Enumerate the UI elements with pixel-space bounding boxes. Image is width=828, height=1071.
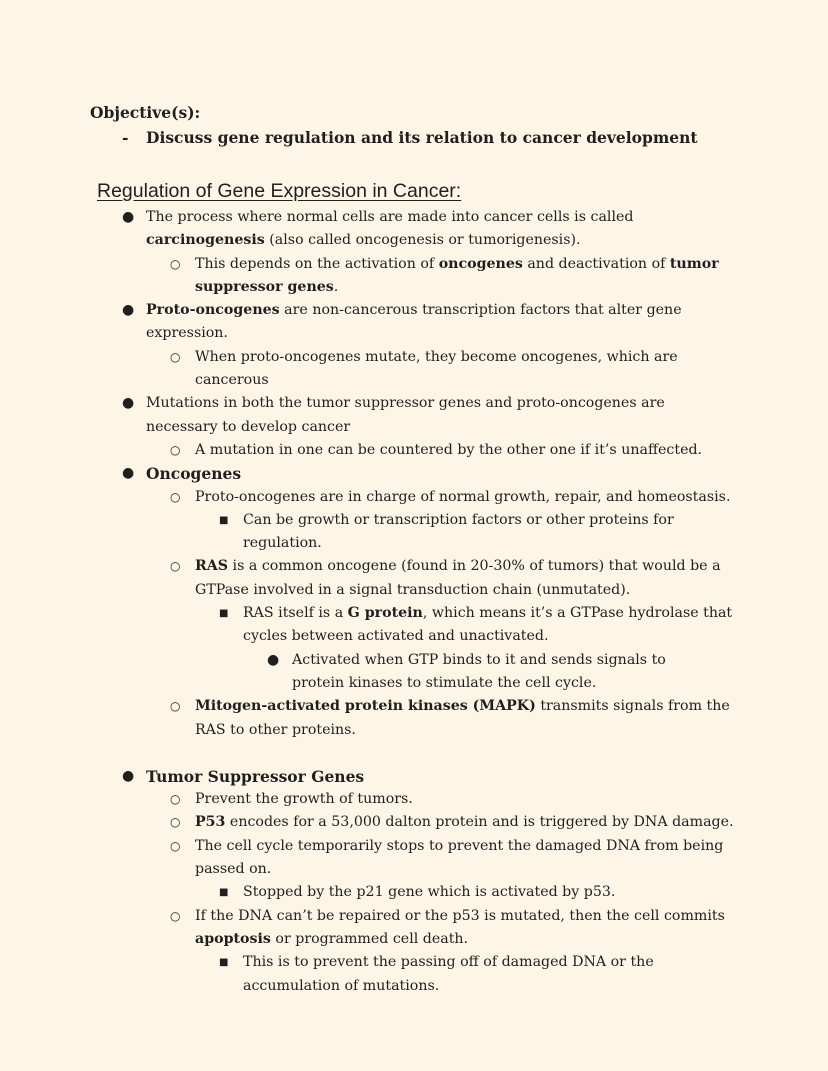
bullet-marker: ●	[122, 209, 135, 225]
bold-term: G protein	[347, 605, 423, 622]
bold-term: P53	[195, 814, 226, 831]
item-text: Activated when GTP binds to it and sends signals to protein kinases to stimulate the cell cycle.	[292, 651, 666, 691]
dash-marker: -	[122, 128, 129, 147]
list-item	[0, 509, 733, 556]
bold-term: Mitogen-activated protein kinases (MAPK)	[195, 698, 536, 715]
item-text: Proto-oncogenes are in charge of normal growth, repair, and homeostasis.	[195, 488, 731, 505]
item-text: and deactivation of	[522, 255, 670, 272]
bold-term: carcinogenesis	[146, 232, 265, 249]
list-item	[0, 765, 736, 788]
item-text: Mutations in both the tumor suppressor genes and proto-oncogenes are necessary to develop cancer	[146, 395, 665, 435]
objective-item	[122, 127, 698, 149]
item-text: is a common oncogene (found in 20-30% of tumors) that would be a GTPase involved in a signal transduction chain (unmutated).	[195, 558, 721, 598]
item-text: The cell cycle temporarily stops to prevent the damaged DNA from being passed on.	[195, 837, 724, 878]
item-text: Stopped by the p21 gene which is activated by p53.	[243, 884, 616, 901]
bold-term: oncogenes	[438, 255, 523, 272]
item-text: , which means it’s a GTPase hydrolase that cycles between activated and unactivated.	[243, 605, 733, 645]
list-item	[0, 811, 735, 834]
list-item	[0, 555, 735, 602]
circle-marker: ○	[170, 559, 181, 574]
circle-marker: ○	[170, 908, 181, 923]
item-text: This is to prevent the passing off of damaged DNA or the accumulation of mutations.	[243, 954, 654, 994]
circle-marker: ○	[170, 442, 181, 457]
spacer	[0, 742, 828, 765]
bold-term: tumor suppressor genes	[195, 255, 719, 295]
item-text: or programmed cell death.	[270, 930, 469, 947]
circle-marker: ○	[170, 792, 181, 807]
list-item	[0, 695, 735, 742]
list-item	[0, 486, 735, 509]
circle-marker: ○	[170, 349, 181, 364]
list-item	[0, 299, 736, 346]
section-title: Regulation of Gene Expression in Cancer:	[97, 180, 462, 202]
circle-marker: ○	[170, 256, 181, 271]
item-text: RAS itself is a	[243, 605, 348, 622]
square-marker: ■	[219, 957, 229, 969]
list-item	[0, 951, 733, 998]
bullet-marker: ●	[122, 767, 135, 784]
list-item	[0, 439, 735, 462]
bold-term: Proto-oncogenes	[146, 302, 280, 319]
item-text: If the DNA can’t be repaired or the p53 is mutated, then the cell commits	[195, 907, 725, 924]
notes-list	[0, 206, 828, 998]
item-text: encodes for a 53,000 dalton protein and is triggered by DNA damage.	[225, 814, 734, 831]
item-text: A mutation in one can be countered by the other one if it’s unaffected.	[195, 441, 703, 458]
objective-text: Discuss gene regulation and its relation to cancer development	[146, 128, 698, 147]
circle-marker: ○	[170, 838, 181, 853]
list-item	[0, 905, 735, 952]
list-item	[0, 253, 735, 300]
bullet-marker: ●	[122, 395, 135, 412]
item-text: The process where normal cells are made into cancer cells is called	[146, 209, 634, 225]
item-text: Prevent the growth of tumors.	[195, 791, 413, 808]
objectives-heading: Objective(s):	[90, 103, 201, 122]
list-item	[0, 788, 735, 811]
subheading: Oncogenes	[146, 464, 242, 484]
bullet-marker: ●	[122, 302, 135, 319]
list-item	[0, 881, 733, 904]
list-item	[0, 835, 735, 882]
bullet-marker: ●	[267, 651, 280, 668]
bold-term: apoptosis	[195, 930, 271, 947]
circle-marker: ○	[170, 489, 181, 504]
list-item	[0, 649, 712, 696]
bold-term: RAS	[195, 558, 229, 575]
subheading: Tumor Suppressor Genes	[146, 766, 365, 786]
list-item	[0, 346, 735, 393]
item-text: This depends on the activation of	[195, 255, 439, 272]
square-marker: ■	[219, 608, 229, 620]
item-text: Can be growth or transcription factors or other proteins for regulation.	[243, 511, 674, 552]
bullet-marker: ●	[122, 465, 135, 482]
square-marker: ■	[219, 514, 229, 526]
square-marker: ■	[219, 887, 229, 899]
item-text: transmits signals from the RAS to other proteins.	[195, 698, 730, 738]
list-item	[0, 206, 736, 253]
item-text: .	[333, 278, 339, 295]
item-text: When proto-oncogenes mutate, they become oncogenes, which are cancerous	[195, 348, 678, 389]
list-item	[0, 462, 736, 485]
list-item	[0, 602, 733, 649]
circle-marker: ○	[170, 699, 181, 714]
list-item	[0, 392, 736, 439]
circle-marker: ○	[170, 815, 181, 830]
item-text: (also called oncogenesis or tumorigenesis).	[264, 232, 581, 249]
item-text: are non-cancerous transcription factors that alter gene expression.	[146, 302, 682, 342]
